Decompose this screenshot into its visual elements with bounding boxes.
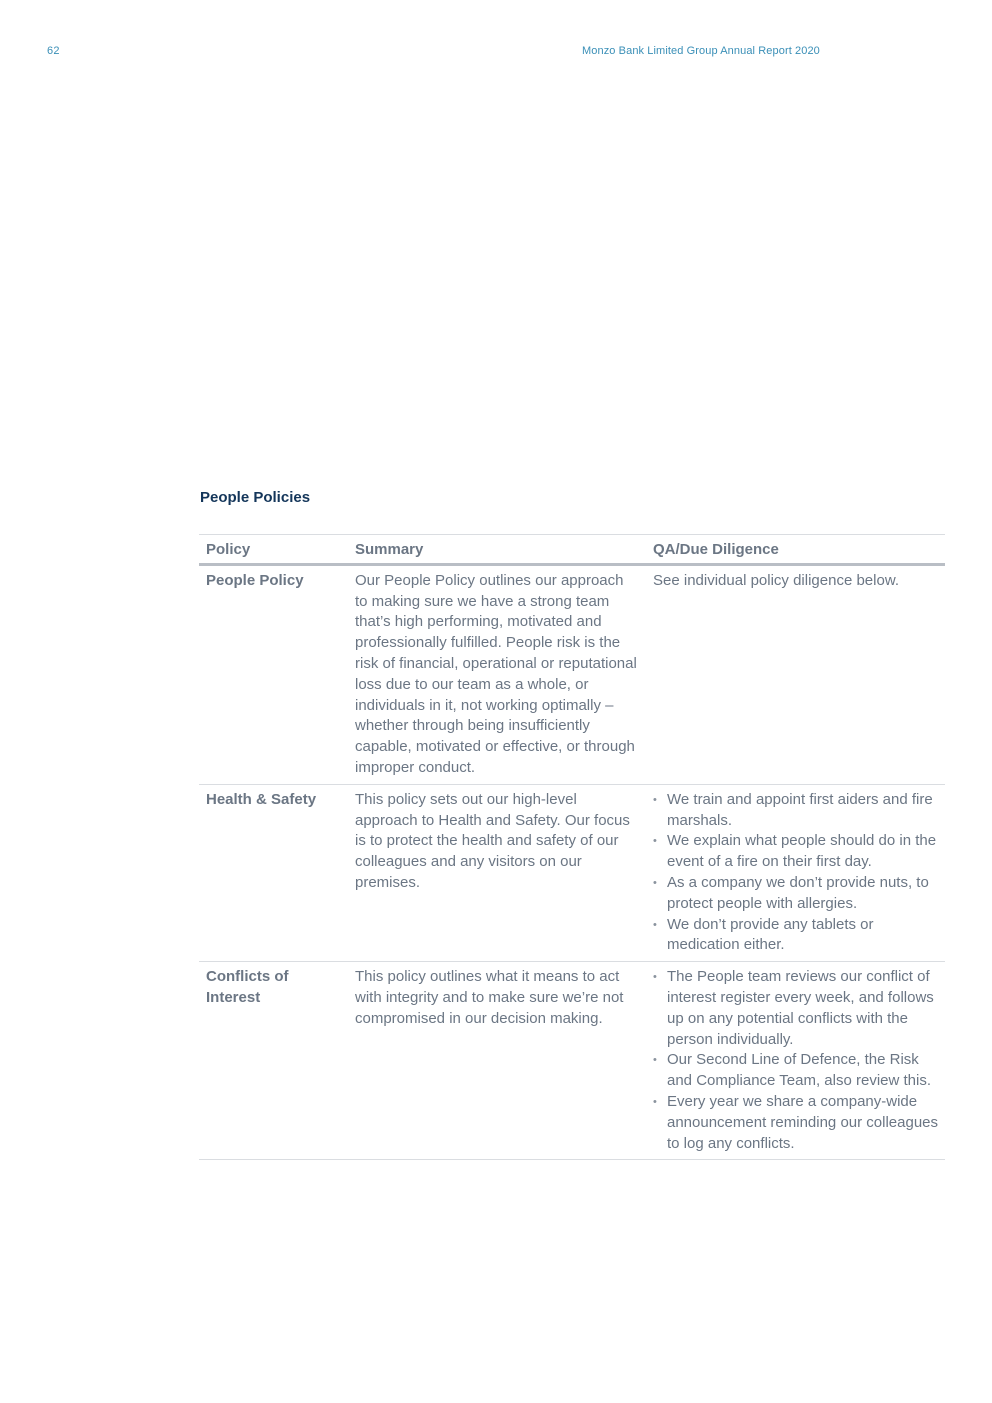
page-number: 62	[47, 45, 60, 57]
column-header-policy: Policy	[206, 541, 251, 558]
list-item: • We don’t provide any tablets or medication either.	[653, 915, 938, 957]
list-item: • We train and appoint first aiders and fire marshals.	[653, 790, 938, 832]
policy-diligence	[646, 962, 945, 1160]
policy-diligence	[646, 784, 945, 961]
column-header-summary: Summary	[355, 541, 424, 558]
list-item: • Our Second Line of Defence, the Risk and Compliance Team, also review this.	[653, 1050, 938, 1092]
list-item: • We explain what people should do in the event of a fire on their first day.	[653, 831, 938, 873]
list-item: • Every year we share a company-wide announcement reminding our colleagues to log any conflicts.	[653, 1092, 938, 1154]
table-row	[199, 564, 945, 784]
running-header: Monzo Bank Limited Group Annual Report 2020	[582, 45, 820, 57]
policy-summary: Our People Policy outlines our approach to making sure we have a strong team that’s high performing, motivated and professionally fulfilled. People risk is the risk of financial, operational or reputational loss due to our team as a whole, or individuals in it, not working optimally – whether through being insufficiently capable, motivated or effective, or through improper conduct.	[355, 571, 637, 776]
table-row	[199, 962, 945, 1160]
policy-name: People Policy	[206, 571, 304, 589]
column-header-diligence: QA/Due Diligence	[653, 541, 779, 558]
list-item: • As a company we don’t provide nuts, to protect people with allergies.	[653, 873, 938, 915]
list-item: • The People team reviews our conflict of interest register every week, and follows up on any potential conflicts with the person individually.	[653, 967, 938, 1050]
policy-table	[199, 534, 945, 1160]
table-row	[199, 784, 945, 961]
section-title: People Policies	[200, 489, 311, 506]
policy-name: Conflicts of Interest	[206, 968, 289, 1006]
policy-name: Health & Safety	[206, 790, 317, 808]
table-header-row	[199, 535, 945, 565]
diligence-list	[653, 790, 938, 956]
policy-diligence: See individual policy diligence below.	[653, 571, 899, 589]
diligence-list	[653, 967, 938, 1154]
policy-summary: This policy outlines what it means to act with integrity and to make sure we’re not compromised in our decision making.	[355, 968, 624, 1027]
policy-summary: This policy sets out our high-level approach to Health and Safety. Our focus is to protect the health and safety of our colleagues and any visitors on our premises.	[355, 790, 630, 891]
